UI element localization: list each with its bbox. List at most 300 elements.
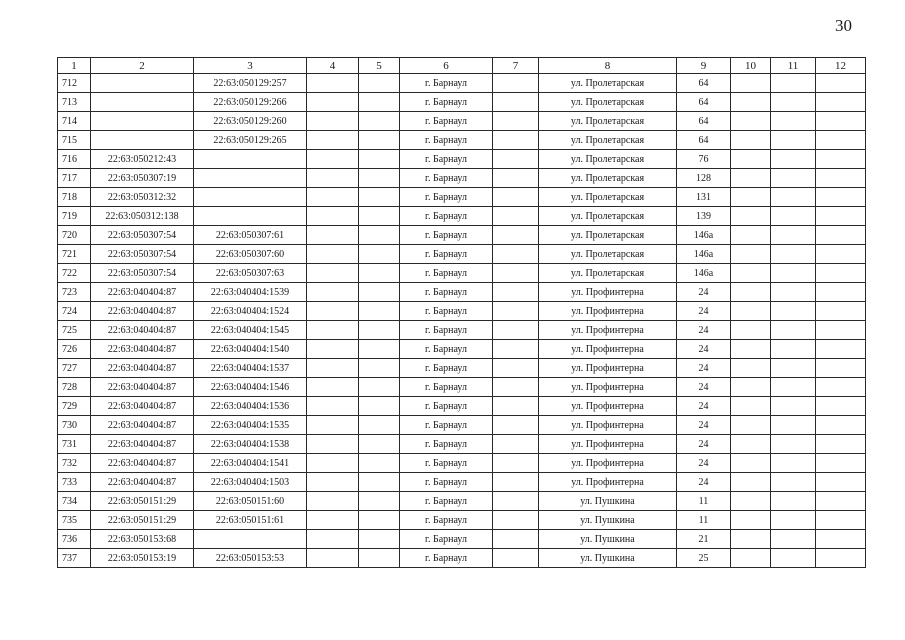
table-cell [731, 340, 771, 359]
table-cell: 64 [677, 93, 731, 112]
table-cell: ул. Профинтерна [539, 454, 677, 473]
table-cell: ул. Профинтерна [539, 435, 677, 454]
table-cell [731, 321, 771, 340]
table-row [58, 416, 866, 435]
table-cell [816, 150, 866, 169]
table-cell [731, 530, 771, 549]
table-cell [493, 245, 539, 264]
table-row [58, 530, 866, 549]
table-cell: 717 [58, 169, 91, 188]
table-cell: 11 [677, 492, 731, 511]
table-cell: 21 [677, 530, 731, 549]
table-cell: 716 [58, 150, 91, 169]
table-cell: 22:63:040404:87 [91, 397, 194, 416]
table-row [58, 150, 866, 169]
table-cell [816, 245, 866, 264]
table-cell [731, 169, 771, 188]
table-cell [731, 549, 771, 568]
table-row [58, 112, 866, 131]
table-cell: 22:63:040404:1536 [194, 397, 307, 416]
table-cell: 64 [677, 131, 731, 150]
table-cell [194, 530, 307, 549]
table-cell [771, 188, 816, 207]
column-header: 6 [400, 58, 493, 74]
table-cell [816, 340, 866, 359]
table-row [58, 454, 866, 473]
table-body [58, 74, 866, 568]
table-cell [731, 283, 771, 302]
table-cell [771, 435, 816, 454]
table-cell [493, 397, 539, 416]
table-cell [359, 207, 400, 226]
table-cell: 733 [58, 473, 91, 492]
table-cell [816, 435, 866, 454]
table-row [58, 207, 866, 226]
table-cell: 714 [58, 112, 91, 131]
table-cell: 22:63:050307:19 [91, 169, 194, 188]
table-row [58, 435, 866, 454]
table-cell [359, 264, 400, 283]
table-row [58, 264, 866, 283]
table-cell: 131 [677, 188, 731, 207]
table-cell: г. Барнаул [400, 435, 493, 454]
table-cell [771, 511, 816, 530]
table-cell [816, 397, 866, 416]
table-row [58, 283, 866, 302]
table-cell [493, 226, 539, 245]
table-cell: 715 [58, 131, 91, 150]
table-cell [493, 549, 539, 568]
table-cell: ул. Профинтерна [539, 473, 677, 492]
table-cell: 22:63:050129:257 [194, 74, 307, 93]
table-cell [307, 207, 359, 226]
table-cell [493, 492, 539, 511]
table-cell [816, 549, 866, 568]
table-cell [359, 321, 400, 340]
table-cell [493, 511, 539, 530]
table-cell [307, 511, 359, 530]
column-header: 7 [493, 58, 539, 74]
table-row [58, 245, 866, 264]
table-row [58, 131, 866, 150]
table-cell: г. Барнаул [400, 340, 493, 359]
table-row [58, 397, 866, 416]
table-row [58, 226, 866, 245]
table-cell [731, 74, 771, 93]
column-header: 11 [771, 58, 816, 74]
table-cell [493, 302, 539, 321]
page-number: 30 [835, 16, 852, 35]
table-cell [359, 188, 400, 207]
table-cell: ул. Пролетарская [539, 264, 677, 283]
table-cell: 22:63:050151:29 [91, 492, 194, 511]
table-cell [359, 473, 400, 492]
table-cell: 22:63:040404:87 [91, 473, 194, 492]
table-row [58, 93, 866, 112]
table-row [58, 340, 866, 359]
table-cell: 22:63:050129:266 [194, 93, 307, 112]
table-cell: г. Барнаул [400, 112, 493, 131]
table-cell [359, 169, 400, 188]
table-cell: г. Барнаул [400, 264, 493, 283]
table-cell [731, 492, 771, 511]
table-cell [731, 207, 771, 226]
table-cell [359, 454, 400, 473]
table-cell: 718 [58, 188, 91, 207]
table-cell [359, 74, 400, 93]
column-header: 10 [731, 58, 771, 74]
table-cell: 22:63:050212:43 [91, 150, 194, 169]
table-cell [816, 454, 866, 473]
table-cell [493, 530, 539, 549]
table-cell [307, 112, 359, 131]
table-cell: ул. Профинтерна [539, 397, 677, 416]
table-cell [307, 454, 359, 473]
table-cell [307, 226, 359, 245]
table-cell [307, 169, 359, 188]
table-cell: 22:63:040404:1545 [194, 321, 307, 340]
table-cell [359, 549, 400, 568]
table-cell [307, 359, 359, 378]
table-cell [359, 340, 400, 359]
table-cell [731, 397, 771, 416]
table-cell: 24 [677, 473, 731, 492]
table-cell: 22:63:040404:87 [91, 283, 194, 302]
table-cell: 719 [58, 207, 91, 226]
table-cell [359, 359, 400, 378]
table-cell: ул. Пролетарская [539, 93, 677, 112]
table-cell [816, 492, 866, 511]
table-cell [731, 378, 771, 397]
table-cell: 11 [677, 511, 731, 530]
table-cell: 22:63:040404:87 [91, 340, 194, 359]
table-cell [771, 74, 816, 93]
table-row [58, 169, 866, 188]
table-cell [771, 150, 816, 169]
table-cell: 713 [58, 93, 91, 112]
table-cell: г. Барнаул [400, 359, 493, 378]
table-cell [731, 473, 771, 492]
table-cell [307, 302, 359, 321]
table-cell [771, 169, 816, 188]
table-cell [493, 93, 539, 112]
table-cell: 22:63:050307:54 [91, 226, 194, 245]
column-header: 12 [816, 58, 866, 74]
table-row [58, 549, 866, 568]
table-cell: г. Барнаул [400, 302, 493, 321]
table-cell: 25 [677, 549, 731, 568]
table-cell [493, 169, 539, 188]
table-cell [771, 226, 816, 245]
table-cell [816, 226, 866, 245]
table-cell: 729 [58, 397, 91, 416]
table-row [58, 188, 866, 207]
column-header: 3 [194, 58, 307, 74]
table-cell [771, 454, 816, 473]
table-cell: 735 [58, 511, 91, 530]
table-cell [493, 416, 539, 435]
table-cell: 22:63:050307:54 [91, 264, 194, 283]
table-cell [194, 150, 307, 169]
table-cell: 722 [58, 264, 91, 283]
table-cell: 22:63:040404:87 [91, 454, 194, 473]
table-cell: 22:63:040404:87 [91, 321, 194, 340]
table-cell [307, 378, 359, 397]
table-cell: г. Барнаул [400, 207, 493, 226]
table-cell: 22:63:040404:1546 [194, 378, 307, 397]
table-cell: 22:63:040404:87 [91, 378, 194, 397]
table-cell: 22:63:050307:61 [194, 226, 307, 245]
table-cell [816, 283, 866, 302]
table-cell: 721 [58, 245, 91, 264]
table-cell [493, 359, 539, 378]
table-cell [816, 169, 866, 188]
table-cell: 146а [677, 245, 731, 264]
table-cell [359, 511, 400, 530]
table-cell: 723 [58, 283, 91, 302]
table-cell: ул. Пролетарская [539, 207, 677, 226]
table-cell: г. Барнаул [400, 378, 493, 397]
table-cell: 22:63:040404:87 [91, 416, 194, 435]
table-cell [194, 207, 307, 226]
table-cell [771, 245, 816, 264]
table-cell: 22:63:040404:1537 [194, 359, 307, 378]
table-cell: г. Барнаул [400, 492, 493, 511]
table-cell: 22:63:040404:87 [91, 302, 194, 321]
table-cell: ул. Профинтерна [539, 340, 677, 359]
table-cell [771, 549, 816, 568]
table-cell [307, 74, 359, 93]
table-cell [816, 112, 866, 131]
table-cell: ул. Пушкина [539, 549, 677, 568]
table-cell [91, 131, 194, 150]
table-cell [359, 378, 400, 397]
table-cell [731, 511, 771, 530]
table-cell: 22:63:040404:1503 [194, 473, 307, 492]
table-cell: г. Барнаул [400, 511, 493, 530]
column-header: 4 [307, 58, 359, 74]
table-cell: 22:63:040404:1541 [194, 454, 307, 473]
table-cell: 24 [677, 378, 731, 397]
column-header: 8 [539, 58, 677, 74]
table-cell: г. Барнаул [400, 397, 493, 416]
table-cell: 22:63:050151:29 [91, 511, 194, 530]
table-cell: 64 [677, 74, 731, 93]
table-cell [493, 207, 539, 226]
table-cell: 22:63:050307:60 [194, 245, 307, 264]
table-cell: 728 [58, 378, 91, 397]
table-cell [493, 454, 539, 473]
table-cell: 734 [58, 492, 91, 511]
table-cell [307, 340, 359, 359]
table-cell: 712 [58, 74, 91, 93]
table-cell: 76 [677, 150, 731, 169]
table-cell [493, 112, 539, 131]
table-cell: ул. Пролетарская [539, 226, 677, 245]
table-cell [493, 264, 539, 283]
table-cell [771, 131, 816, 150]
table-cell: 22:63:040404:87 [91, 435, 194, 454]
table-cell [771, 397, 816, 416]
table-cell [493, 340, 539, 359]
table-cell [493, 131, 539, 150]
table-cell: ул. Пролетарская [539, 150, 677, 169]
table-cell [816, 74, 866, 93]
table-cell [359, 492, 400, 511]
table-cell: 24 [677, 359, 731, 378]
table-cell: 22:63:050151:61 [194, 511, 307, 530]
table-row [58, 359, 866, 378]
table-cell: 22:63:040404:1524 [194, 302, 307, 321]
table-row [58, 473, 866, 492]
table-cell: 128 [677, 169, 731, 188]
table-cell [493, 283, 539, 302]
table-cell [816, 378, 866, 397]
table-cell: 22:63:050153:53 [194, 549, 307, 568]
table-cell: 22:63:040404:1535 [194, 416, 307, 435]
table-cell [731, 93, 771, 112]
table-cell: ул. Профинтерна [539, 283, 677, 302]
table-cell [91, 74, 194, 93]
table-cell [307, 416, 359, 435]
table-cell [359, 131, 400, 150]
table-cell: г. Барнаул [400, 245, 493, 264]
table-cell: г. Барнаул [400, 549, 493, 568]
table-cell: 22:63:050307:63 [194, 264, 307, 283]
table-cell: ул. Профинтерна [539, 321, 677, 340]
table-cell [731, 226, 771, 245]
table-cell: ул. Пролетарская [539, 245, 677, 264]
table-cell [731, 359, 771, 378]
table-cell: ул. Пролетарская [539, 74, 677, 93]
table-cell: 720 [58, 226, 91, 245]
table-cell [731, 112, 771, 131]
table-row [58, 302, 866, 321]
table-cell [771, 264, 816, 283]
table-cell [359, 112, 400, 131]
table-cell: 22:63:050153:19 [91, 549, 194, 568]
table-cell: 22:63:050307:54 [91, 245, 194, 264]
column-header: 9 [677, 58, 731, 74]
table-cell [816, 473, 866, 492]
table-cell [771, 283, 816, 302]
table-cell: г. Барнаул [400, 226, 493, 245]
table-cell: 139 [677, 207, 731, 226]
table-cell: г. Барнаул [400, 321, 493, 340]
table-cell [731, 454, 771, 473]
table-cell: 22:63:040404:1540 [194, 340, 307, 359]
table-cell: ул. Пушкина [539, 530, 677, 549]
table-cell [493, 188, 539, 207]
table-cell [771, 359, 816, 378]
table-cell [771, 340, 816, 359]
table-cell [359, 397, 400, 416]
table-cell [816, 264, 866, 283]
table-cell [731, 188, 771, 207]
table-cell [307, 264, 359, 283]
table-cell [307, 530, 359, 549]
table-cell [359, 226, 400, 245]
table-cell: ул. Профинтерна [539, 378, 677, 397]
table-cell [307, 473, 359, 492]
table-cell: 736 [58, 530, 91, 549]
table-cell: 24 [677, 302, 731, 321]
table-cell: 24 [677, 397, 731, 416]
table-cell: г. Барнаул [400, 530, 493, 549]
table-cell: 22:63:050312:138 [91, 207, 194, 226]
table-cell [816, 131, 866, 150]
column-header: 1 [58, 58, 91, 74]
header-row [58, 58, 866, 74]
table-cell [731, 150, 771, 169]
table-cell [493, 435, 539, 454]
table-cell: 724 [58, 302, 91, 321]
table-cell: ул. Профинтерна [539, 302, 677, 321]
table-cell [816, 530, 866, 549]
table-cell: 732 [58, 454, 91, 473]
table-cell [731, 264, 771, 283]
table-cell [731, 416, 771, 435]
column-header: 5 [359, 58, 400, 74]
table-cell [359, 150, 400, 169]
table-cell [194, 188, 307, 207]
table-cell: г. Барнаул [400, 74, 493, 93]
table-cell [359, 302, 400, 321]
table-cell: г. Барнаул [400, 454, 493, 473]
table-cell: 22:63:050129:265 [194, 131, 307, 150]
table-cell: 24 [677, 321, 731, 340]
table-cell [359, 245, 400, 264]
table-cell [771, 492, 816, 511]
table-cell [816, 207, 866, 226]
table-cell: г. Барнаул [400, 150, 493, 169]
table-cell [307, 245, 359, 264]
table-cell [731, 435, 771, 454]
table-row [58, 74, 866, 93]
table-cell: г. Барнаул [400, 93, 493, 112]
table-cell [493, 321, 539, 340]
table-cell [816, 302, 866, 321]
table-cell: 146а [677, 264, 731, 283]
table-cell [771, 530, 816, 549]
table-cell [771, 416, 816, 435]
table-cell: 725 [58, 321, 91, 340]
registry-table [57, 57, 866, 568]
table-cell [493, 74, 539, 93]
table-cell [771, 378, 816, 397]
table-cell [307, 188, 359, 207]
table-cell [493, 473, 539, 492]
table-cell [307, 283, 359, 302]
table-cell [771, 302, 816, 321]
table-row [58, 511, 866, 530]
column-header: 2 [91, 58, 194, 74]
table-cell: 726 [58, 340, 91, 359]
table-cell: 22:63:040404:1539 [194, 283, 307, 302]
table-cell [307, 93, 359, 112]
table-cell [359, 530, 400, 549]
table-cell: 24 [677, 454, 731, 473]
table-cell: г. Барнаул [400, 473, 493, 492]
table-cell: г. Барнаул [400, 416, 493, 435]
table-cell [359, 93, 400, 112]
table-cell [816, 188, 866, 207]
table-cell: 24 [677, 283, 731, 302]
table-cell [816, 359, 866, 378]
table-cell: ул. Пушкина [539, 511, 677, 530]
table-cell [307, 492, 359, 511]
table-cell: ул. Пролетарская [539, 112, 677, 131]
